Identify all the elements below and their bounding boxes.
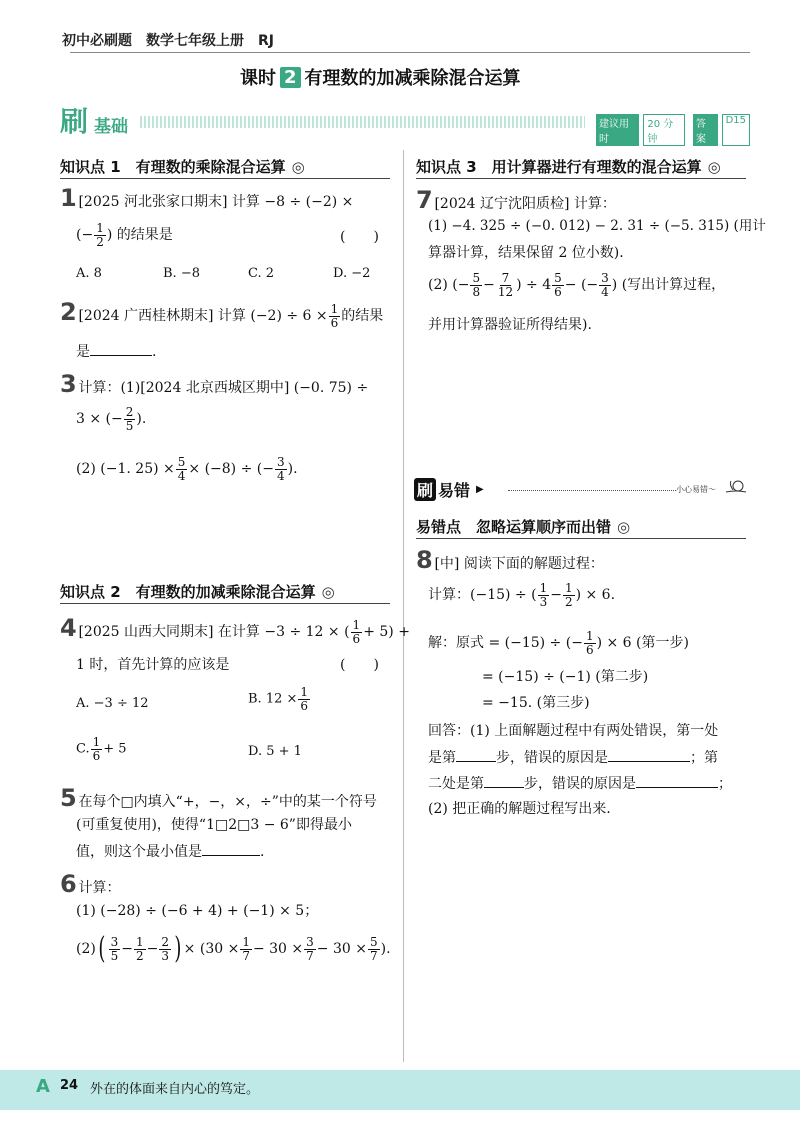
q6-fd-den: 7: [242, 948, 250, 963]
q8-line1: [中] 阅读下面的解题过程：: [434, 556, 604, 572]
error-point-rule: [416, 538, 746, 539]
q7-line3: 算器计算，结果保留 2 位小数).: [428, 245, 624, 261]
q7-line1: [2024 辽宁沈阳质检] 计算：: [434, 196, 616, 212]
q6-fa-num: 3: [110, 934, 119, 949]
q1-option-a[interactable]: A. 8: [76, 266, 102, 281]
q7-fd-num: 3: [601, 271, 609, 285]
q6-ff-den: 7: [369, 948, 378, 963]
q6-fd-num: 1: [242, 934, 250, 949]
q8-fb-num: 1: [564, 581, 573, 595]
q7-l4-pre: (2) (−: [428, 277, 470, 294]
question-1: [60, 186, 353, 210]
q8-line8: [428, 776, 732, 791]
q4-optc-den: 6: [92, 748, 101, 763]
band-meta: [596, 114, 750, 146]
lesson-title: [240, 64, 521, 90]
q6-paren-close: ): [174, 931, 182, 966]
q8-l8-a: 二处是第: [428, 776, 484, 792]
q8-blank-step1[interactable]: [456, 750, 496, 762]
kp2-heading: [60, 581, 335, 602]
brush-char: 刷: [60, 105, 89, 138]
q8-blank-reason2[interactable]: [636, 776, 718, 788]
q4-line2: 1 时，首先计算的应该是: [76, 657, 230, 673]
answer-value: D15: [722, 114, 750, 146]
q8-number: 8: [416, 546, 433, 574]
q8-l2-post: ) × 6.: [575, 587, 616, 604]
q1-l2-post: ) 的结果是: [106, 227, 173, 244]
q6-mid: × (30 ×: [183, 941, 240, 957]
error-band-dots: [508, 490, 676, 491]
q6-line1: 计算：: [78, 880, 121, 896]
q3-fraction: [124, 406, 136, 432]
q6-fe-num: 3: [306, 934, 314, 949]
q3-number: 3: [60, 370, 77, 398]
q6-line2: (1) (−28) ÷ (−6 + 4) + (−1) × 5；: [76, 903, 319, 919]
q1-number: 1: [60, 184, 77, 212]
q1-option-c[interactable]: C. 2: [248, 266, 275, 281]
q7-line5: 并用计算器验证所得结果).: [428, 317, 592, 333]
q3-line2: [76, 406, 146, 432]
q7-d-pre: − (−: [564, 277, 599, 294]
q2-number: 2: [60, 298, 77, 326]
q7-fc-num: 5: [554, 271, 562, 285]
q3-fraction-a: [176, 456, 188, 482]
q8-frac-a: [538, 582, 550, 608]
q8-blank-reason1[interactable]: [608, 750, 690, 762]
q1-fraction: [94, 222, 106, 248]
suggest-value: 20 分钟: [643, 114, 685, 146]
target-icon: ◎: [321, 582, 335, 601]
q6-l3-pre: (2): [76, 941, 96, 957]
q8-fc-num: 1: [585, 629, 594, 643]
basic-label: 基础: [94, 117, 128, 137]
q3-fa-den: 4: [177, 468, 186, 483]
q8-l8-b: 步，错误的原因是: [524, 776, 636, 792]
q8-fc-den: 6: [585, 642, 594, 657]
q6-paren-open: (: [98, 931, 106, 966]
q6-fe-den: 7: [306, 948, 314, 963]
q5-line3: 值，则这个最小值是 .: [76, 844, 265, 860]
footer-logo-icon: A: [36, 1076, 50, 1097]
q8-blank-step2[interactable]: [484, 776, 524, 788]
kp2-title: 知识点 2 有理数的加减乘除混合运算: [60, 583, 316, 601]
q6-fb-den: 2: [135, 948, 144, 963]
snail-icon: [724, 472, 748, 496]
q4-option-c[interactable]: [76, 736, 127, 762]
question-6: [60, 872, 120, 896]
q1-frac-num: 1: [96, 221, 104, 235]
q4-l1-post: + 5) +: [363, 624, 410, 640]
q7-b-pre: −: [483, 277, 495, 294]
error-deco-text: 小心易错～: [676, 485, 716, 494]
q4-number: 4: [60, 614, 77, 642]
kp3-title: 知识点 3 用计算器进行有理数的混合运算: [416, 158, 702, 176]
q4-option-d[interactable]: D. 5 + 1: [248, 744, 302, 759]
q7-frac-a: [470, 272, 482, 298]
q7-fa-den: 8: [472, 284, 481, 299]
q7-fd-den: 4: [601, 284, 609, 299]
q6-e-pre: − 30 ×: [252, 941, 304, 957]
q2-l2-text: 是: [76, 344, 90, 360]
q7-frac-c: [552, 272, 564, 298]
q4-optc-fraction: [91, 736, 103, 762]
q8-l3-post: ) × 6 (第一步): [596, 635, 689, 652]
footer-motto: 外在的体面来自内心的笃定。: [90, 1082, 260, 1097]
q4-frac-num: 1: [352, 617, 361, 632]
q4-optc-pre: C.: [76, 741, 90, 757]
kp2-rule: [60, 603, 390, 604]
q2-l1-post: 的结果: [341, 308, 384, 324]
q8-line9: (2) 把正确的解题过程写出来.: [428, 801, 611, 817]
q7-frac-b: [496, 272, 515, 298]
q3-l2-pre: 3 × (−: [76, 411, 123, 428]
q8-l8-c: ；: [718, 776, 732, 792]
q3-fraction-b: [275, 456, 287, 482]
q6-line3: (2)( $\frac{3}{5}$ − $\frac{1}{2}$ − $\frac{2}{3}$ ) × (30 × $\frac{1}{7}$ − 30 × $\frac{3}{7}$ − 30 × $\frac{5}{7}$ ).: [76, 931, 391, 966]
q6-frac-a: [109, 936, 121, 962]
column-divider: [403, 150, 404, 1062]
q8-line6: 回答：(1) 上面解题过程中有两处错误，第一处: [428, 723, 719, 739]
error-band: [414, 478, 484, 501]
q6-frac-e: [304, 936, 316, 962]
q8-b-pre: −: [550, 587, 562, 604]
q7-fa-num: 5: [472, 271, 481, 285]
q6-end: ).: [380, 941, 391, 957]
q3-l2-post: ).: [136, 411, 147, 428]
q4-answer-bracket[interactable]: ( ): [340, 657, 379, 673]
q5-line1: 在每个□内填入“+，−，×，÷”中的某一个符号: [78, 794, 377, 810]
q3-fb-num: 3: [276, 455, 285, 469]
q1-option-d[interactable]: D. −2: [333, 266, 371, 281]
q4-optb-den: 6: [300, 698, 309, 713]
question-2: [60, 300, 383, 329]
q8-l7-a: 是第: [428, 750, 456, 766]
lesson-prefix: 课时: [240, 68, 276, 89]
q1-l2-pre: (−: [76, 227, 94, 244]
q7-line4: [428, 272, 725, 298]
q2-fraction: [329, 303, 341, 329]
kp1-heading: [60, 156, 305, 177]
q8-frac-c: [584, 630, 596, 656]
q4-optb-fraction: [298, 686, 310, 712]
q8-line2: [428, 582, 615, 608]
arrow-icon: ▶: [476, 484, 484, 495]
q5-l3-text: 值，则这个最小值是: [76, 844, 202, 860]
q2-frac-den: 6: [330, 315, 339, 330]
q4-fraction: [351, 619, 363, 645]
q6-ff-num: 5: [369, 934, 378, 949]
q3-l3-pre: (2) (−1. 25) ×: [76, 461, 175, 478]
error-point-heading: [416, 516, 630, 537]
answer-label: 答案: [693, 114, 718, 146]
error-title: 易错: [438, 481, 471, 500]
q8-line3: [428, 630, 689, 656]
header-rule: [70, 52, 750, 53]
kp3-rule: [416, 178, 746, 179]
q8-line4: = (−15) ÷ (−1) (第二步): [482, 669, 649, 685]
lesson-name: 有理数的加减乘除混合运算: [304, 68, 521, 89]
q7-l4-post: ) (写出计算过程，: [611, 277, 726, 294]
q6-frac-b: [134, 936, 146, 962]
q1-option-b[interactable]: B. −8: [163, 266, 200, 281]
q8-frac-b: [563, 582, 575, 608]
q8-fb-den: 2: [564, 594, 573, 609]
q1-line1: [2025 河北张家口期末] 计算 −8 ÷ (−2) ×: [78, 194, 354, 210]
q7-fc-den: 6: [554, 284, 562, 299]
error-point-title: 易错点 忽略运算顺序而出错: [416, 518, 612, 536]
q4-l1-pre: [2025 山西大同期末] 在计算 −3 ÷ 12 × (: [78, 624, 350, 640]
q4-frac-den: 6: [352, 631, 361, 646]
kp3-heading: [416, 156, 721, 177]
q5-line2: (可重复使用)，使得“1□2□3 − 6”即得最小: [76, 817, 352, 833]
question-4: [60, 616, 410, 645]
kp1-title: 知识点 1 有理数的乘除混合运算: [60, 158, 286, 176]
q5-number: 5: [60, 784, 77, 812]
kp1-rule: [60, 178, 390, 179]
q3-l3-post: ).: [287, 461, 298, 478]
q7-number: 7: [416, 186, 433, 214]
q2-l1-pre: [2024 广西桂林期末] 计算 (−2) ÷ 6 ×: [78, 308, 328, 324]
q1-line2: [76, 222, 173, 248]
q8-line5: = −15. (第三步): [482, 695, 590, 711]
book-title: 初中必刷题 数学七年级上册 RJ: [62, 33, 274, 49]
suggest-label: 建议用时: [596, 114, 639, 146]
question-3: [60, 372, 368, 396]
q3-fa-num: 5: [177, 455, 186, 469]
q6-fc-den: 3: [161, 948, 169, 963]
q2-answer-blank[interactable]: [90, 344, 152, 356]
q6-fc-num: 2: [161, 934, 169, 949]
q6-frac-d: [240, 936, 252, 962]
q5-answer-blank[interactable]: [202, 844, 260, 856]
q8-l7-c: ；第: [690, 750, 718, 766]
q7-c-pre: ) ÷ 4: [516, 277, 552, 294]
q8-l2-pre: 计算：(−15) ÷ (: [428, 587, 537, 604]
q6-frac-c: [159, 936, 171, 962]
q3-frac-num: 2: [125, 405, 134, 419]
question-8: [416, 548, 604, 572]
band-stripes: [140, 116, 585, 128]
target-icon: ◎: [291, 157, 305, 176]
q8-fa-den: 3: [539, 594, 548, 609]
q4-optc-post: + 5: [103, 741, 127, 757]
lesson-number-badge: 2: [280, 67, 301, 88]
q8-l3-pre: 解：原式 = (−15) ÷ (−: [428, 635, 583, 652]
error-brush: 刷: [414, 478, 436, 501]
q1-answer-bracket[interactable]: ( ): [340, 229, 379, 245]
q3-fb-den: 4: [276, 468, 285, 483]
q3-l3-mid: × (−8) ÷ (−: [188, 461, 274, 478]
q4-optc-num: 1: [92, 735, 101, 749]
q3-line3: [76, 456, 298, 482]
q8-line7: [428, 750, 718, 765]
q4-option-a[interactable]: A. −3 ÷ 12: [76, 696, 149, 711]
question-5: [60, 786, 377, 810]
target-icon: ◎: [707, 157, 721, 176]
q7-frac-d: [599, 272, 611, 298]
q6-number: 6: [60, 870, 77, 898]
target-icon: ◎: [617, 517, 631, 536]
q8-l7-b: 步，错误的原因是: [496, 750, 608, 766]
q7-line2: (1) −4. 325 ÷ (−0. 012) − 2. 31 ÷ (−5. 315) (用计: [428, 218, 766, 234]
q7-fb-den: 12: [497, 284, 514, 299]
q6-fb-num: 1: [135, 934, 144, 949]
q6-fa-den: 5: [110, 948, 119, 963]
q6-f-pre: − 30 ×: [316, 941, 367, 957]
q3-line1: 计算：(1)[2024 北京西城区期中] (−0. 75) ÷: [78, 380, 369, 396]
q8-fa-num: 1: [539, 581, 548, 595]
q4-optb-pre: B. 12 ×: [248, 691, 298, 707]
page-number: 24: [60, 1078, 79, 1093]
q7-fb-num: 7: [501, 271, 510, 285]
q2-line2: 是 .: [76, 344, 157, 360]
q1-frac-den: 2: [96, 234, 104, 249]
q6-frac-f: [368, 936, 380, 962]
q4-optb-num: 1: [300, 685, 309, 699]
basic-band: [60, 104, 750, 145]
question-7: [416, 188, 616, 212]
q2-frac-num: 1: [330, 301, 339, 316]
q3-frac-den: 5: [125, 418, 134, 433]
q4-option-b[interactable]: [248, 686, 311, 712]
